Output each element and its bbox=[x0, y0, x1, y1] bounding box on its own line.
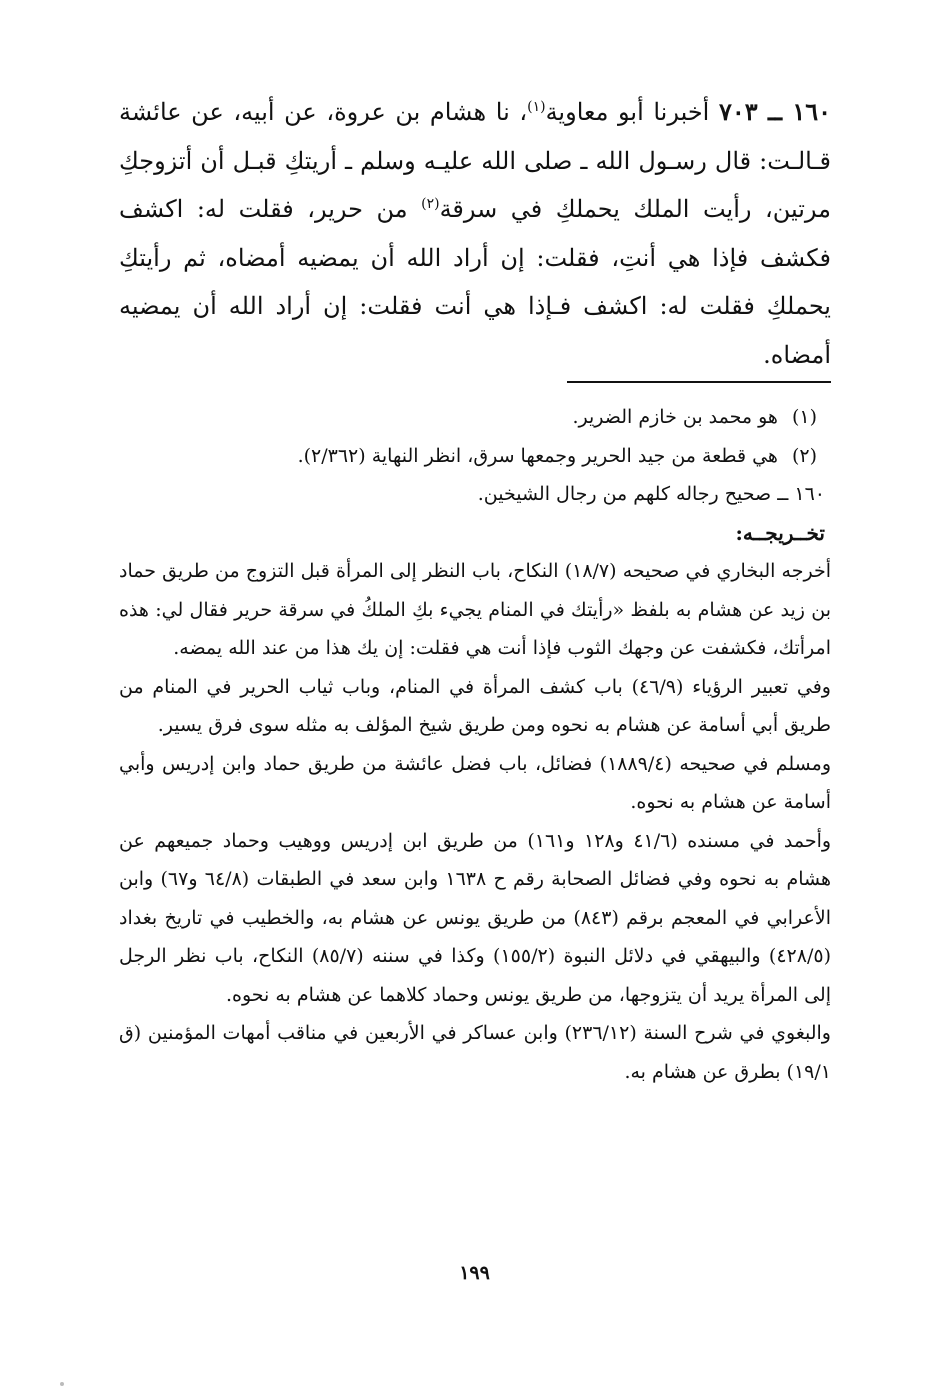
footnotes-section bbox=[119, 398, 831, 1091]
hadith-text bbox=[119, 88, 831, 379]
hadith-number: ١٦٠ ــ ٧٠٣ bbox=[718, 97, 831, 126]
hadith-grading: ١٦٠ ــ صحيح رجاله كلهم من رجال الشيخين. bbox=[477, 483, 825, 505]
takhrij-paragraph: وأحمد في مسنده (٤١/٦ و١٢٨ و١٦١) من طريق ابن إدريس ووهيب وحماد جميعهم عن هشام به نحوه وفي فضائل الصحابة رقم ح ١٦٣٨ وابن سعد في الطبقات (٦٤/٨ و٦٧) وابن الأعرابي في المعجم برقم (٨٤٣) من طريق يونس عن هشام به، والخطيب في تاريخ بغداد (٤٢٨/٥) والبيهقي في دلائل النبوة (١٥٥/٢) وكذا في سننه (٨٥/٧) النكاح، باب نظر الرجل إلى المرأة يريد أن يتزوجها، من طريق يونس وحماد كلاهما عن هشام به نحوه. bbox=[119, 829, 832, 1006]
scan-speck bbox=[60, 1382, 64, 1386]
footnote-number: (٢) bbox=[791, 444, 817, 467]
hadith-text-part-b: ، نا هشام بن عروة، عن أبيه، عن عائشة قـالـت: قال رسـول الله ـ صلى الله عليـه وسلم ـ أريتكِ قبـل أن أتزوجكِ مرتين، رأيت الملك يحملكِ في سرقة bbox=[119, 98, 831, 223]
hadith-text-part-c: من حرير، فقلت له: اكشف فكشف فإذا هي أنتِ، فقلت: إن أراد الله أن يمضيه أمضاه، ثم رأيتكِ يحملكِ فقلت له: اكشف فـإذا هي أنت فقلت: إن أراد الله أن يمضيه أمضاه. bbox=[119, 195, 831, 369]
footnote-1 bbox=[119, 398, 831, 437]
takhrij-heading: تخــريجــه: bbox=[735, 520, 825, 545]
takhrij-paragraph: أخرجه البخاري في صحيحه (١٨/٧) النكاح، باب النظر إلى المرأة قبل التزوج من طريق حماد بن زيد عن هشام به بلفظ «رأيتك في المنام يجيء بكِ الملكُ في سرقة حرير فقال لي: هذه امرأتك، فكشفت عن وجهك الثوب فإذا أنت هي فقلت: إن يك هذا من عند الله يمضه. bbox=[119, 560, 831, 659]
footnote-marker-1: (١) bbox=[527, 99, 546, 115]
footnote-text: هو محمد بن خازم الضرير. bbox=[572, 406, 778, 428]
hadith-text-part-a: أخبرنا أبو معاوية bbox=[545, 98, 710, 126]
footnote-number: (١) bbox=[791, 406, 817, 428]
takhrij-paragraph: والبغوي في شرح السنة (٢٣٦/١٢) وابن عساكر في الأربعين في مناقب أمهات المؤمنين (ق ١٩/١) بطرق عن هشام به. bbox=[119, 1022, 831, 1083]
takhrij-paragraph: وفي تعبير الرؤياء (٤٦/٩) باب كشف المرأة في المنام، وباب ثياب الحرير في المنام من طريق أبي أسامة عن هشام به نحوه ومن طريق شيخ المؤلف به مثله سوى فرق يسير. bbox=[119, 675, 831, 736]
footnote-2 bbox=[119, 437, 831, 476]
footnote-separator bbox=[567, 381, 831, 383]
takhrij-paragraph: ومسلم في صحيحه (١٨٨٩/٤) فضائل، باب فضل عائشة من طريق حماد وابن إدريس وأبي أسامة عن هشام به نحوه. bbox=[119, 752, 831, 813]
footnote-text: هي قطعة من جيد الحرير وجمعها سرق، انظر النهاية (٢/٣٦٢). bbox=[297, 444, 778, 467]
page-number: ١٩٩ bbox=[459, 1262, 490, 1284]
footnote-marker-2: (٢) bbox=[421, 196, 440, 212]
